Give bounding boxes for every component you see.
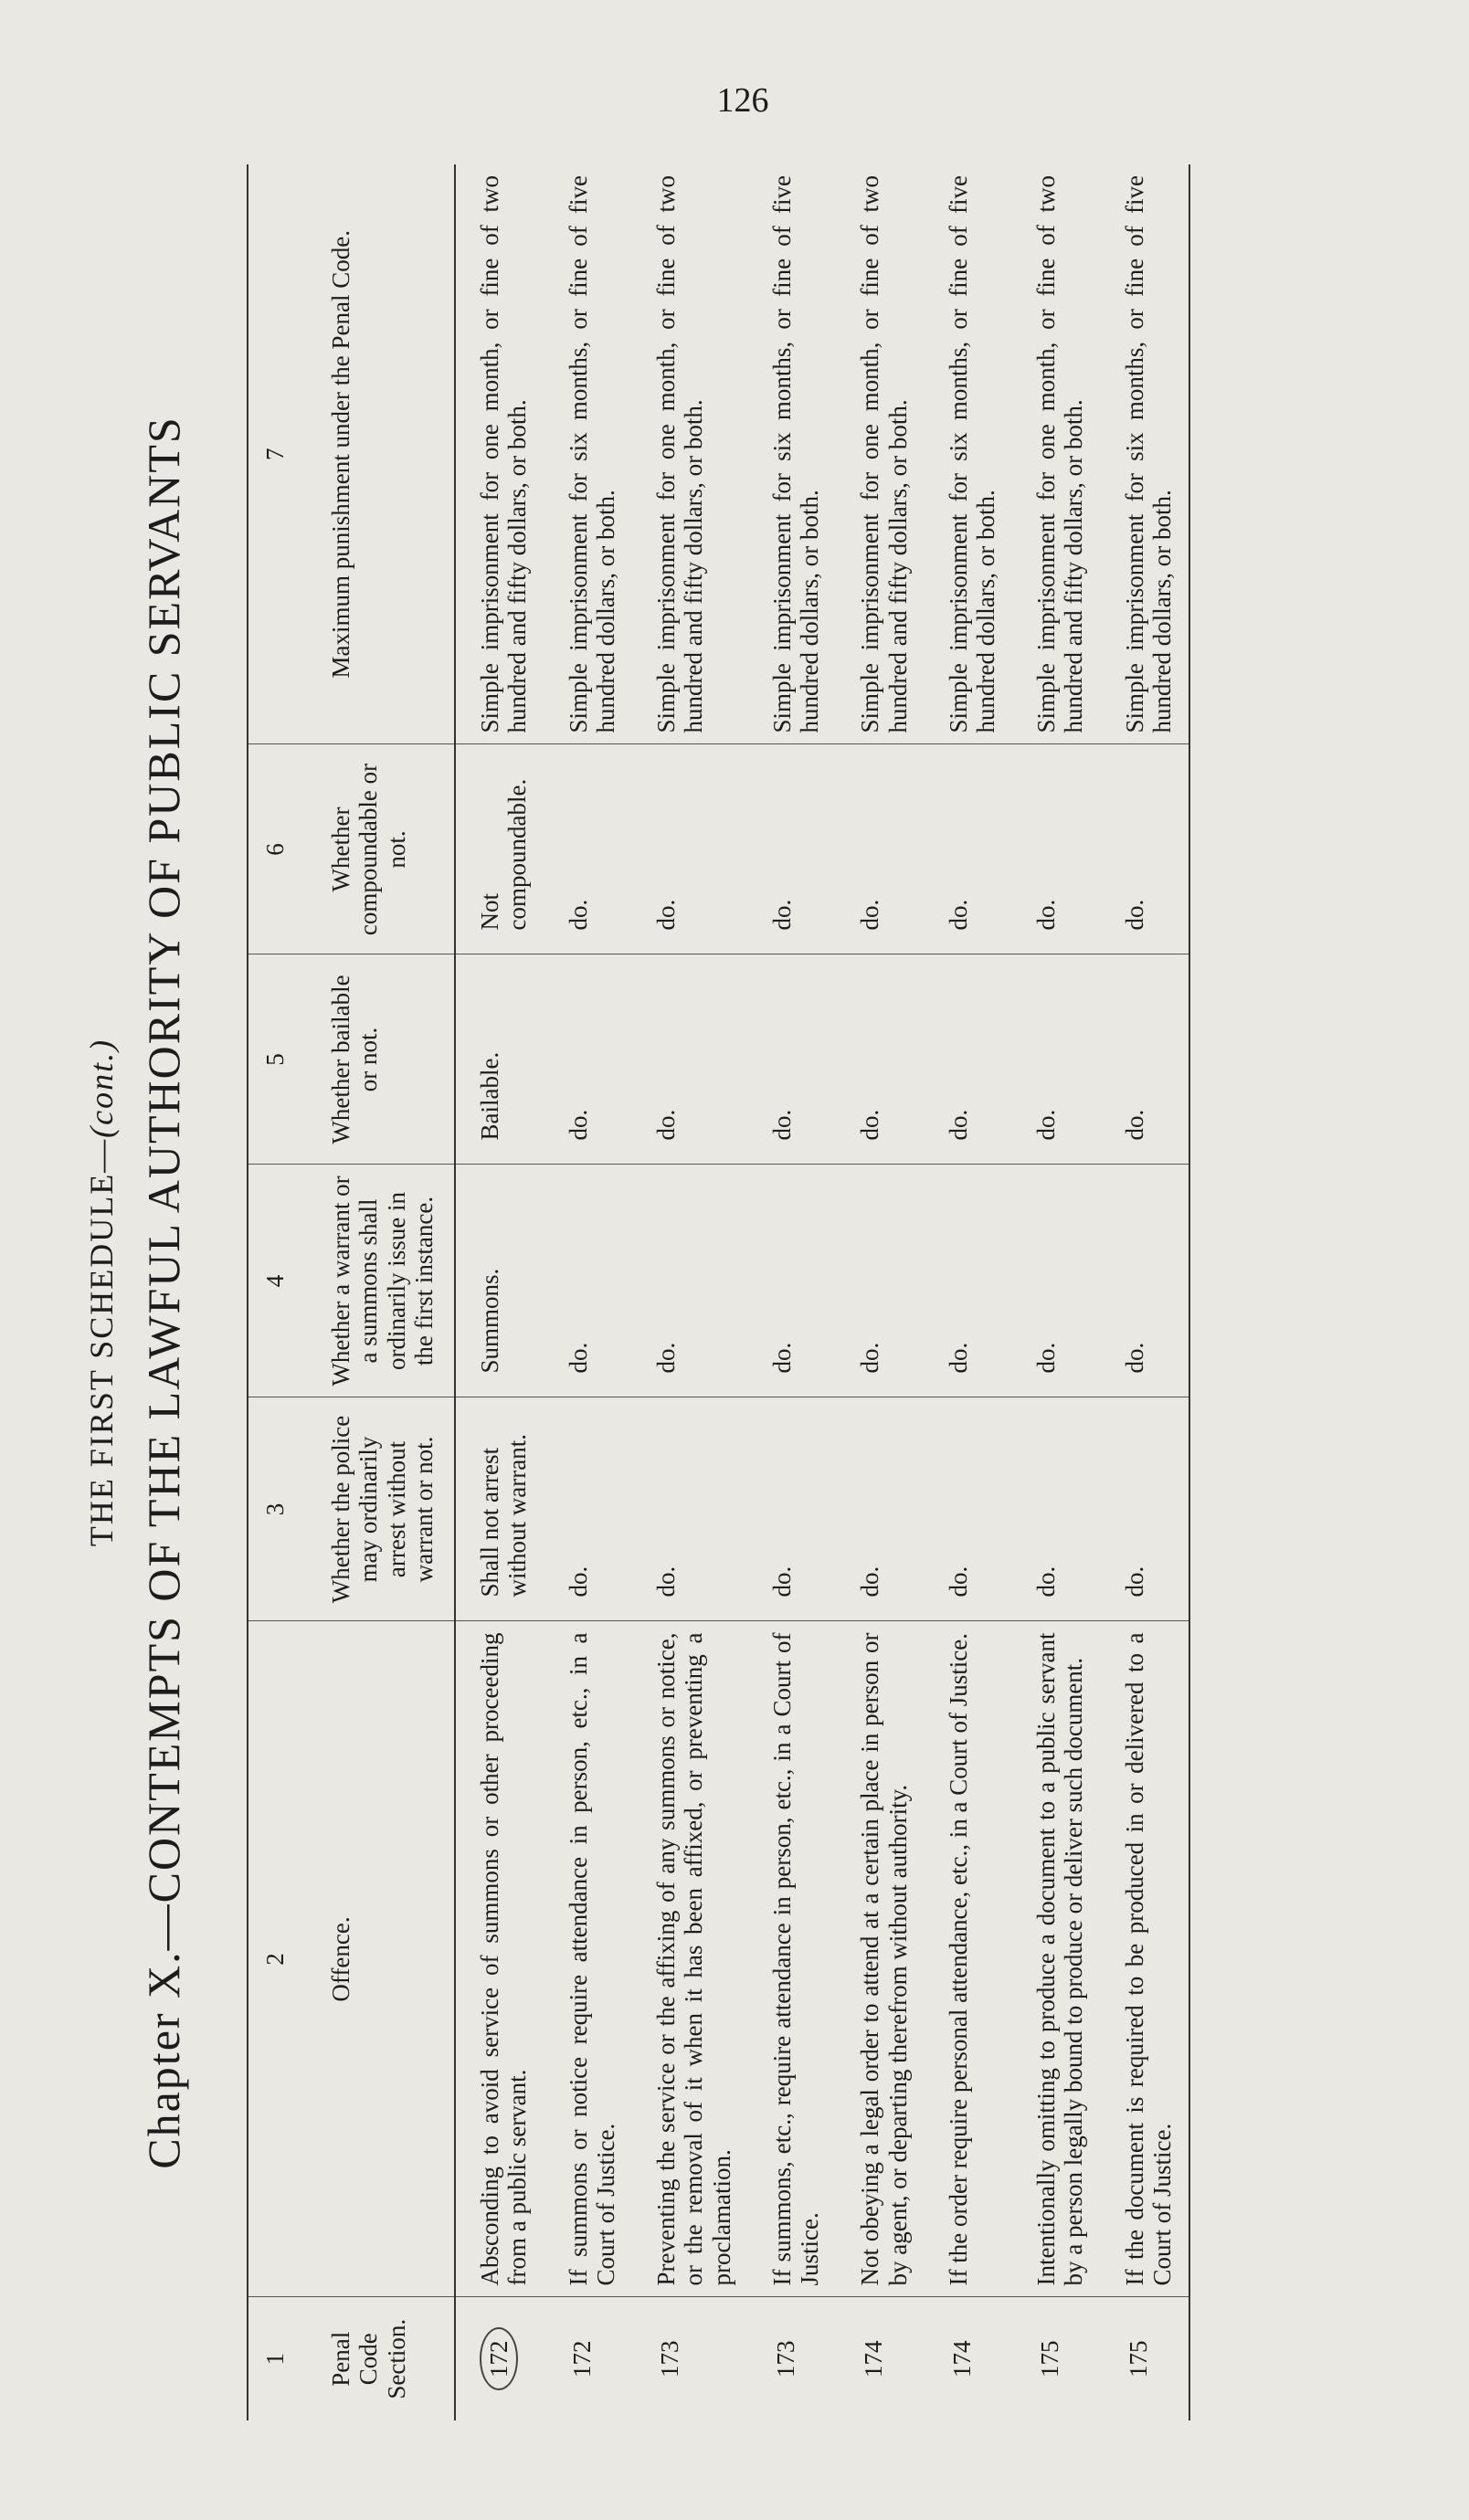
cell-offence: Absconding to avoid service of summons or other proceeding from a public servant. (455, 1621, 544, 2297)
cell-warrant: do. (632, 1165, 748, 1397)
cell-arrest: do. (544, 1397, 632, 1621)
cell-punishment: Simple imprisonment for one month, or fine of two hundred and fifty dollars, or both. (836, 164, 924, 744)
cell-warrant: do. (1101, 1165, 1189, 1397)
chapter-title: Chapter X.—CONTEMPTS OF THE LAWFUL AUTHORITY OF PUBLIC SERVANTS (138, 416, 189, 2169)
schedule-table (247, 164, 1190, 2420)
col-heading: Penal Code Section. (327, 2318, 410, 2399)
cell-offence: If the document is required to be produced in or delivered to a Court of Justice. (1101, 1621, 1189, 2297)
cell-compoundable: do. (1101, 744, 1189, 954)
col-header-arrest (248, 1397, 455, 1621)
rotated-page (64, 164, 1343, 2420)
cell-section: 172 (567, 2340, 596, 2378)
col-number: 3 (261, 1503, 289, 1516)
cell-punishment: Simple imprisonment for six months, or fine of five hundred dollars, or both. (925, 164, 1012, 744)
col-header-warrant (248, 1165, 455, 1397)
col-number: 6 (261, 843, 289, 856)
cell-warrant: Summons. (455, 1165, 544, 1397)
col-number: 7 (261, 448, 289, 460)
col-heading: Offence. (327, 1916, 355, 2002)
schedule-title (82, 164, 121, 2420)
table-row (1012, 164, 1100, 2420)
cell-compoundable: Not compoundable. (455, 744, 544, 954)
cell-compoundable: do. (1012, 744, 1100, 954)
cell-bailable: do. (1012, 954, 1100, 1165)
table-row (632, 164, 748, 2420)
col-heading: Whether the police may ordinarily arrest without warrant or not. (327, 1415, 438, 1604)
cell-offence: If the order require personal attendance, etc., in a Court of Justice. (925, 1621, 1012, 2297)
col-heading: Whether a warrant or a summons shall ordinarily issue in the first instance. (327, 1176, 438, 1387)
cell-warrant: do. (836, 1165, 924, 1397)
table-row (748, 164, 836, 2420)
cell-arrest: Shall not arrest without warrant. (455, 1397, 544, 1621)
cell-offence: Preventing the service or the affixing of any summons or notice, or the removal of it when it has been affixed, or preventing a proclamation. (632, 1621, 748, 2297)
table-row (544, 164, 632, 2420)
cell-bailable: do. (544, 954, 632, 1165)
cell-arrest: do. (1012, 1397, 1100, 1621)
cell-punishment: Simple imprisonment for six months, or fine of five hundred dollars, or both. (1101, 164, 1189, 744)
cell-arrest: do. (748, 1397, 836, 1621)
col-header-section (248, 2297, 455, 2420)
cell-arrest: do. (1101, 1397, 1189, 1621)
schedule-title-suffix: (cont.) (83, 1038, 120, 1138)
cell-section: 173 (656, 2340, 684, 2378)
page-number: 126 (716, 81, 769, 120)
table-row (836, 164, 924, 2420)
col-header-punishment (248, 164, 455, 744)
col-number: 5 (261, 1053, 289, 1066)
cell-compoundable: do. (925, 744, 1012, 954)
cell-punishment: Simple imprisonment for one month, or fine of two hundred and fifty dollars, or both. (1012, 164, 1100, 744)
cell-arrest: do. (836, 1397, 924, 1621)
cell-compoundable: do. (836, 744, 924, 954)
cell-bailable: do. (925, 954, 1012, 1165)
col-number: 1 (261, 2353, 289, 2366)
table-row (925, 164, 1012, 2420)
cell-punishment: Simple imprisonment for six months, or fine of five hundred dollars, or both. (544, 164, 632, 744)
cell-warrant: do. (925, 1165, 1012, 1397)
cell-compoundable: do. (632, 744, 748, 954)
cell-section: 173 (771, 2340, 799, 2378)
cell-offence: Not obeying a legal order to attend at a certain place in person or by agent, or departing therefrom without authority. (836, 1621, 924, 2297)
cell-punishment: Simple imprisonment for one month, or fine of two hundred and fifty dollars, or both. (632, 164, 748, 744)
cell-section (455, 2297, 544, 2420)
cell-offence: Intentionally omitting to produce a document to a public servant by a person legally bound to produce or deliver such document. (1012, 1621, 1100, 2297)
cell-offence: If summons or notice require attendance in person, etc., in a Court of Justice. (544, 1621, 632, 2297)
col-header-offence (248, 1621, 455, 2297)
col-header-bailable (248, 954, 455, 1165)
col-heading: Whether compoundable or not. (327, 763, 410, 936)
cell-section: 175 (1101, 2297, 1189, 2420)
cell-bailable: do. (836, 954, 924, 1165)
cell-section: 174 (947, 2340, 976, 2378)
col-heading: Whether bailable or not. (327, 975, 383, 1144)
cell-compoundable: do. (748, 744, 836, 954)
col-header-compoundable (248, 744, 455, 954)
cell-warrant: do. (748, 1165, 836, 1397)
cell-bailable: do. (1101, 954, 1189, 1165)
cell-bailable: do. (748, 954, 836, 1165)
cell-compoundable: do. (544, 744, 632, 954)
table-row (1101, 164, 1189, 2420)
cell-arrest: do. (632, 1397, 748, 1621)
cell-bailable: do. (632, 954, 748, 1165)
schedule-title-text: THE FIRST SCHEDULE— (83, 1137, 120, 1547)
cell-offence: If summons, etc., require attendance in person, etc., in a Court of Justice. (748, 1621, 836, 2297)
col-number: 2 (261, 1953, 289, 1966)
cell-bailable: Bailable. (455, 954, 544, 1165)
circled-section: 172 (480, 2328, 518, 2391)
cell-section: 175 (1036, 2340, 1064, 2378)
cell-punishment: Simple imprisonment for one month, or fine of two hundred and fifty dollars, or both. (455, 164, 544, 744)
cell-section: 174 (860, 2340, 888, 2378)
cell-warrant: do. (1012, 1165, 1100, 1397)
cell-punishment: Simple imprisonment for six months, or fine of five hundred dollars, or both. (748, 164, 836, 744)
col-number: 4 (261, 1274, 289, 1288)
header-row (248, 164, 455, 2420)
cell-warrant: do. (544, 1165, 632, 1397)
cell-arrest: do. (925, 1397, 1012, 1621)
col-heading: Maximum punishment under the Penal Code. (327, 230, 355, 679)
table-row (455, 164, 544, 2420)
